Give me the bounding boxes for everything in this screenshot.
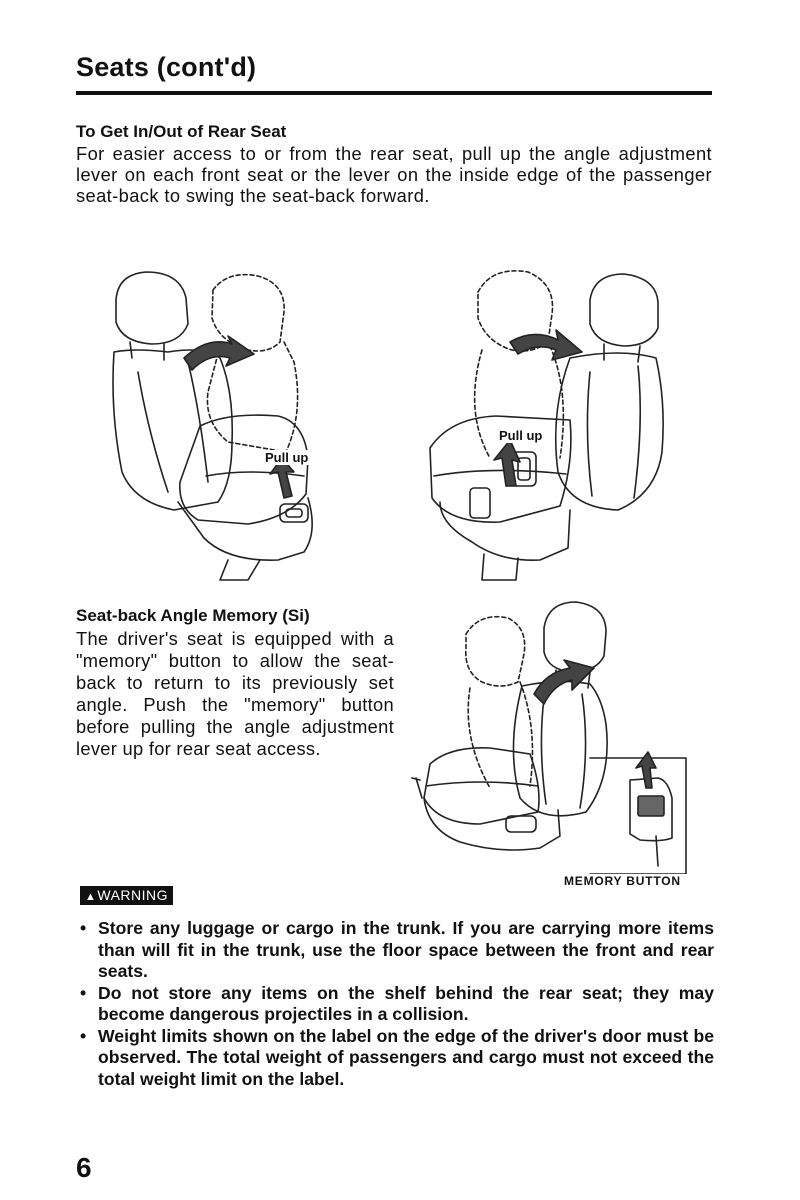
seat-illustration-right bbox=[420, 262, 670, 584]
seat-illustration-left bbox=[108, 262, 348, 584]
pull-up-callout-right: Pull up bbox=[499, 428, 543, 443]
page-title: Seats (cont'd) bbox=[76, 52, 257, 82]
memory-button-label: MEMORY BUTTON bbox=[564, 874, 681, 888]
warning-item: • Store any luggage or cargo in the trunk. If you are carrying more items than will fit in the trunk, use the floor space between the front and rear seats. bbox=[78, 918, 714, 983]
page-number: 6 bbox=[76, 1152, 92, 1183]
rear-seat-paragraph: For easier access to or from the rear seat, pull up the angle adjustment lever on each front seat or the lever on the inside edge of the passenger seat-back to swing the seat-back forward. bbox=[76, 143, 712, 206]
rear-seat-heading: To Get In/Out of Rear Seat bbox=[76, 122, 287, 141]
title-rule bbox=[76, 91, 712, 95]
pull-up-callout-left: Pull up bbox=[265, 450, 309, 465]
warning-triangle-icon: ▲ bbox=[85, 891, 97, 903]
warning-list bbox=[78, 918, 714, 1090]
warning-item: • Weight limits shown on the label on the edge of the driver's door must be observed. The total weight of passengers and cargo must not exceed the total weight limit on the label. bbox=[78, 1026, 714, 1091]
warning-badge bbox=[80, 886, 173, 905]
memory-heading: Seat-back Angle Memory (Si) bbox=[76, 606, 310, 625]
warning-item: • Do not store any items on the shelf behind the rear seat; they may become dangerous projectiles in a collision. bbox=[78, 983, 714, 1026]
memory-paragraph: The driver's seat is equipped with a "memory" button to allow the seat-back to return to its previously set angle. Push the "memory" button before pulling the angle adjustment lever up for rear seat access. bbox=[76, 628, 394, 759]
warning-label: WARNING bbox=[97, 887, 169, 903]
memory-seat-illustration bbox=[410, 598, 706, 874]
